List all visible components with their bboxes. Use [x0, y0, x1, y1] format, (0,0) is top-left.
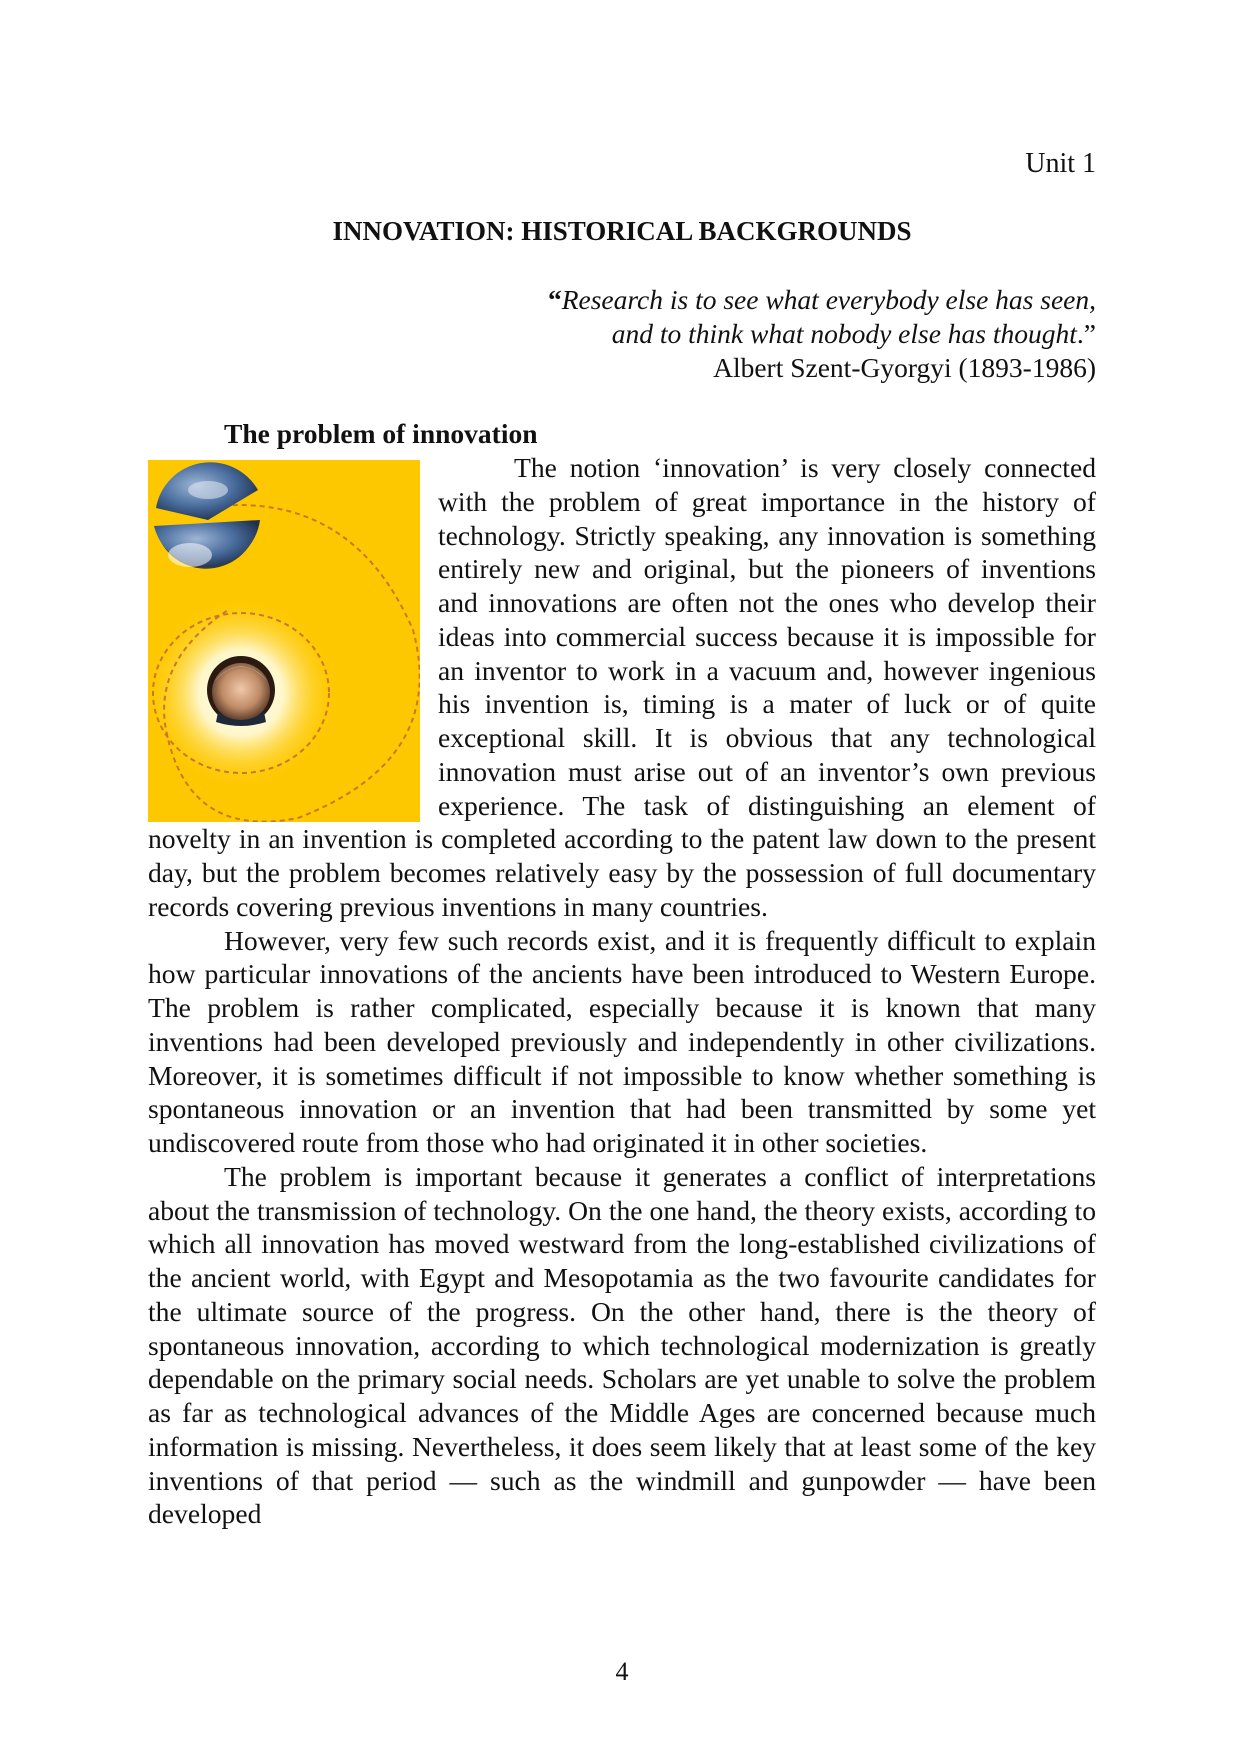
body-text: [148, 451, 1096, 1531]
earth-clouds-top: [188, 481, 228, 499]
earth-portrait-illustration: [148, 460, 420, 822]
page-number: 4: [615, 1657, 629, 1686]
epigraph: [548, 283, 1096, 385]
epigraph-close-quote: .”: [1076, 318, 1096, 349]
section-heading: The problem of innovation: [224, 418, 538, 449]
earth-and-portrait-orbit-illustration-icon: [148, 460, 420, 822]
epigraph-text-1: Research is to see what everybody else has seen,: [561, 284, 1096, 315]
earth-clouds: [168, 543, 212, 567]
epigraph-text-2: and to think what nobody else has thought: [611, 318, 1077, 349]
document-page: [148, 0, 1096, 1754]
portrait-face: [212, 663, 270, 721]
epigraph-line-2: [548, 317, 1096, 351]
paragraph-2: However, very few such records exist, and it is frequently difficult to explain how particular innovations of the ancients have been introduced to Western Europe. The problem is rather complicated, especially because it is known that many inventions had been developed previously and independently in other civilizations. Moreover, it is sometimes difficult if not impossible to know whether something is spontaneous innovation or an invention that had been transmitted by some yet undiscovered route from those who had originated it in other societies.: [148, 924, 1096, 1158]
unit-label: Unit 1: [1025, 148, 1096, 179]
paragraph-3: The problem is important because it generates a conflict of interpretations about the transmission of technology. On the one hand, the theory exists, according to which all innovation has moved westward from the long-established civilizations of the ancient world, with Egypt and Mesopotamia as the two favourite candidates for the ultimate source of the progress. On the other hand, there is the theory of spontaneous innovation, according to which technological modernization is greatly dependable on the primary social needs. Scholars are yet unable to solve the problem as far as technological advances of the Middle Ages are concerned because much information is missing. Nevertheless, it does seem likely that at least some of the key inventions of that period — such as the windmill and gunpowder — have been developed: [148, 1160, 1096, 1530]
paragraph-1: The notion ‘innovation’ is very closely connected with the problem of great importance in the history of technology. Strictly speaking, any innovation is something entirely new and original, but the pioneers of inventions and innovations are often not the ones who develop their ideas into commercial success because it is impossible for an inventor to work in a vacuum and, however ingenious his invention is, timing is a mater of luck or of quite exceptional skill. It is obvious that any technological innovation must arise out of an inventor’s own previous experience. The task of distinguishing an element of novelty in an invention is completed according to the patent law down to the present day, but the problem becomes relatively easy by the possession of full documentary records covering previous inventions in many countries.: [148, 452, 1096, 922]
epigraph-author: Albert Szent-Gyorgyi (1893-1986): [713, 352, 1096, 383]
epigraph-open-quote: “: [547, 284, 562, 315]
page-title: INNOVATION: HISTORICAL BACKGROUNDS: [332, 216, 912, 246]
epigraph-line-1: [548, 283, 1096, 317]
